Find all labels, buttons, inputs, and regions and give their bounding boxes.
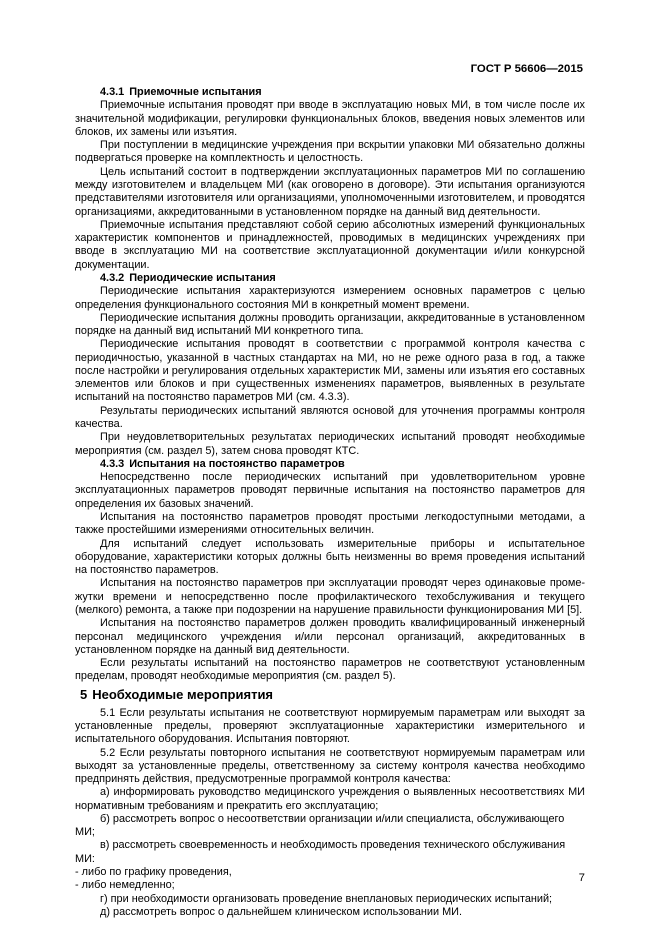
list-item: в) рассмотреть своевременность и необходимость проведения технического обслуживания МИ: — [75, 839, 566, 865]
paragraph: Приемочные испытания проводят при вводе в эксплуатацию новых МИ, в том числе после их значительной модификации, регулировки функциональных блоков, введения новых элементов или блоков, их замены или изъятия. — [75, 99, 585, 138]
dash-item: - либо по графику проведения, — [75, 866, 232, 879]
list-item: д) рассмотреть вопрос о дальнейшем клиническом использовании МИ. — [100, 905, 463, 918]
paragraph: Приемочные испытания представляют собой серию абсолютных измерений функциональных характеристик компонентов и принадлежностей, проводимых в медицинских учреждениях при вводе в эксплуатацию МИ на соответствие эксплуатационной документации и/или конкурсной документации. — [75, 218, 585, 271]
section-title: Периодические испытания — [129, 271, 276, 284]
paragraph: При поступлении в медицинские учреждения при вскрытии упаковки МИ обязательно должны подвергаться проверке на комплектность и целостность. — [75, 139, 585, 165]
paragraph: Непосредственно после периодических испытаний при удовлетворительном уровне эксплуатационных параметров проводят первичные испытания на постоянство параметров для определения их базовых значений. — [75, 471, 585, 510]
paragraph: Испытания на постоянство параметров проводят простыми легкодоступными методами, а также простейшими измерениями относительных величин. — [75, 511, 585, 537]
section-number: 4.3.3 — [100, 457, 125, 470]
paragraph: 5.2 Если результаты повторного испытания не соответствуют нормируемым параметрам или выходят за установленные пределы, ответственному за систему контроля качества необходимо предпринять действия, предусмотренные программой контроля качества: — [75, 746, 585, 786]
section-title: Испытания на постоянство параметров — [129, 457, 345, 470]
section-heading-4-3-2 — [75, 272, 585, 285]
section-heading-4-3-1 — [75, 86, 585, 99]
paragraph: Испытания на постоянство параметров при эксплуатации проводят через одинаковые проме-жутки времени и непосредственно после профилактического техобслуживания и текущего (мелкого) ремонта, а также при подозрении на нарушение правильности функционирования МИ [5]. — [75, 577, 585, 616]
paragraph: Если результаты испытаний на постоянство параметров не соответствуют установленным пределам, проводят необходимые мероприятия (см. раздел 5). — [75, 657, 585, 683]
paragraph: Периодические испытания должны проводить организации, аккредитованные в установленном порядке на данный вид испытаний МИ конкретного типа. — [75, 311, 585, 338]
page-number: 7 — [578, 872, 585, 884]
section-number: 4.3.1 — [100, 86, 125, 98]
paragraph: Цель испытаний состоит в подтверждении эксплуатационных параметров МИ по соглашению между изготовителем и владельцем МИ (как оговорено в договоре). Эти испытания организуются представителями изготовителя или организациями, уполномоченными изготовителем, и проводятся организациями, аккредитованными в установленном порядке на данный вид деятельности. — [75, 165, 585, 218]
document-body — [75, 86, 585, 919]
paragraph: Периодические испытания проводят в соответствии с программой контроля качества с периодичностью, указанной в частных стандартах на МИ, но не реже одного раза в год, а также после настройки и регулирования отдельных характеристик МИ, замены или изъятия его составных элементов или блоков и при существенных изменениях параметров, выявленных в результате испытаний на постоянство параметров МИ (см. 4.3.3). — [75, 338, 585, 404]
paragraph: Для испытаний следует использовать измерительные приборы и испытательное оборудование, характеристики которых должны быть неизменны во время проведения испытаний на постоянство параметров. — [75, 537, 585, 577]
paragraph: 5.1 Если результаты испытания не соответствуют нормируемым параметрам или выходят за установленные пределы, проверяют эксплуатационные характеристики измерительного и испытательного оборудования. Испытания повторяют. — [75, 706, 585, 746]
section-heading-4-3-3 — [75, 458, 585, 471]
list-item: г) при необходимости организовать проведение внеплановых периодических испытаний; — [100, 892, 553, 905]
section-number: 5 — [80, 686, 88, 702]
section-number: 4.3.2 — [100, 271, 125, 284]
document-code: ГОСТ Р 56606—2015 — [470, 63, 583, 75]
list-item: а) информировать руководство медицинского учреждения о выявленных несоответствиях МИ нормативным требованиям и прекратить его эксплуатацию; — [75, 786, 585, 812]
paragraph: Результаты периодических испытаний являются основой для уточнения программы контроля качества. — [75, 404, 585, 431]
paragraph: Испытания на постоянство параметров должен проводить квалифицированный инженерный персонал медицинского учреждения и/или персонал организаций, аккредитованных в установленном порядке на данный вид деятельности. — [75, 617, 585, 656]
dash-item: - либо немедленно; — [75, 879, 175, 892]
list-item: б) рассмотреть вопрос о несоответствии организации и/или специалиста, обслуживающего МИ; — [75, 812, 565, 839]
section-title: Приемочные испытания — [129, 86, 262, 98]
section-title: Необходимые мероприятия — [92, 686, 274, 702]
paragraph: Периодические испытания характеризуются измерением основных параметров с целью определения функционального состояния МИ в конкретный момент времени. — [75, 285, 585, 311]
paragraph: При неудовлетворительных результатах периодических испытаний проводят необходимые мероприятия (см. раздел 5), затем снова проводят КТС. — [75, 431, 585, 457]
section-heading-5 — [75, 687, 585, 703]
